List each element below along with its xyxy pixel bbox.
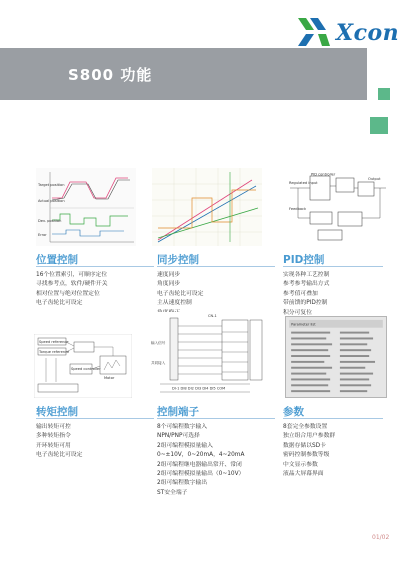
section-divider xyxy=(157,266,275,267)
section-title-sync: 同步控制 xyxy=(157,254,199,266)
list-item: 参考参考输出方式 xyxy=(283,281,330,288)
svg-text:共同接入: 共同接入 xyxy=(151,361,166,365)
list-item: NPN/PNP可选择 xyxy=(157,433,200,440)
position-diagram xyxy=(36,168,136,246)
section-title-pid: PID控制 xyxy=(283,254,325,266)
svg-text:Dev. position: Dev. position xyxy=(38,219,62,223)
svg-text:Error: Error xyxy=(38,233,47,237)
svg-text:Feedback: Feedback xyxy=(289,207,307,211)
list-item: 独立组合用户参数群 xyxy=(283,433,336,440)
sync-diagram xyxy=(152,168,262,246)
svg-text:输入信号: 输入信号 xyxy=(151,341,166,345)
page-number: 01/02 xyxy=(372,534,390,541)
list-item: 2组可编程继电器输出常开、常闭 xyxy=(157,461,242,468)
list-item: 实现各种工艺控制 xyxy=(283,272,330,278)
list-item: 0~±10V，0~20mA，4~20mA xyxy=(157,452,245,459)
list-item: 电子齿轮比可设定 xyxy=(36,300,83,307)
section-list-torque xyxy=(36,423,82,461)
list-item: 密码控制参数等级 xyxy=(283,452,330,459)
list-item: 角度同步 xyxy=(157,281,181,288)
svg-text:Parameter list: Parameter list xyxy=(291,322,316,327)
page-title: S800 功能 xyxy=(68,66,153,84)
list-item: 2组可编程模拟量输出（0~10V） xyxy=(157,471,245,478)
list-item: 中文显示参数 xyxy=(283,461,318,468)
svg-text:PID controller: PID controller xyxy=(311,172,336,177)
list-item: 主从速度控制 xyxy=(157,300,192,307)
list-item: ST安全端子 xyxy=(157,489,188,496)
brand-logo xyxy=(296,10,408,52)
list-item: 液晶大屏幕界面 xyxy=(283,471,324,478)
list-item: 8套完全参数设置 xyxy=(283,424,328,430)
svg-text:Speed reference: Speed reference xyxy=(39,340,69,344)
list-item: 数据存储以SD卡 xyxy=(283,442,326,449)
svg-text:Motor: Motor xyxy=(104,376,115,380)
list-item: 输出转矩可控 xyxy=(36,424,71,430)
section-title-params: 参数 xyxy=(283,406,304,418)
brand-name: Xcon xyxy=(336,20,400,46)
svg-text:Output: Output xyxy=(368,177,381,181)
svg-text:Target position: Target position xyxy=(38,183,65,187)
svg-text:DI-1 DI8 DI2 DI3 DI4 DI5: DI-1 DI8 DI2 DI3 DI4 DI5 COM xyxy=(172,386,226,391)
list-item: 电子齿轮比可设定 xyxy=(36,452,83,459)
section-divider xyxy=(283,266,383,267)
section-list-params xyxy=(283,423,335,479)
section-divider xyxy=(36,418,154,419)
list-item: 2组可编程数字输出 xyxy=(157,480,208,487)
list-item: 寻找参考点，软件/硬件开关 xyxy=(36,281,108,288)
section-title-terminal: 控制端子 xyxy=(157,406,199,418)
svg-text:Torque reference: Torque reference xyxy=(39,350,70,354)
list-item: 开环转矩可用 xyxy=(36,442,71,449)
list-item: 相对位置与绝对位置定位 xyxy=(36,290,100,297)
list-item: 积分可复位 xyxy=(283,309,312,316)
section-list-position xyxy=(36,271,108,309)
list-item: 带前馈的PID控制 xyxy=(283,300,328,307)
section-title-position: 位置控制 xyxy=(36,254,78,266)
list-item: 8个可编程数字输入 xyxy=(157,424,208,430)
section-divider xyxy=(283,418,383,419)
xcon-logo-icon xyxy=(296,16,332,48)
section-divider xyxy=(36,266,154,267)
list-item: 速度同步 xyxy=(157,272,181,278)
list-item: 电子齿轮比可设定 xyxy=(157,290,204,297)
section-list-terminal xyxy=(157,423,244,498)
section-list-sync xyxy=(157,271,203,318)
parameter-screen xyxy=(285,316,387,398)
decor-square xyxy=(370,117,388,134)
list-item: 多种转矩指令 xyxy=(36,433,71,440)
header-band xyxy=(0,48,367,100)
list-item: 参考值可叠加 xyxy=(283,290,318,297)
section-title-torque: 转矩控制 xyxy=(36,406,78,418)
svg-text:Speed controller: Speed controller xyxy=(71,367,101,371)
section-list-pid xyxy=(283,271,329,318)
section-divider xyxy=(157,418,275,419)
pid-diagram xyxy=(288,172,388,244)
svg-text:Actual position: Actual position xyxy=(38,199,65,203)
svg-text:CN-1: CN-1 xyxy=(208,314,217,318)
decor-square xyxy=(378,88,390,100)
svg-text:Regulated input: Regulated input xyxy=(289,181,318,185)
terminal-diagram xyxy=(150,312,268,398)
list-item: 2组可编程模拟量输入 xyxy=(157,442,213,449)
torque-diagram xyxy=(34,334,132,398)
list-item: 16个位置索引，可顺序定位 xyxy=(36,272,108,278)
